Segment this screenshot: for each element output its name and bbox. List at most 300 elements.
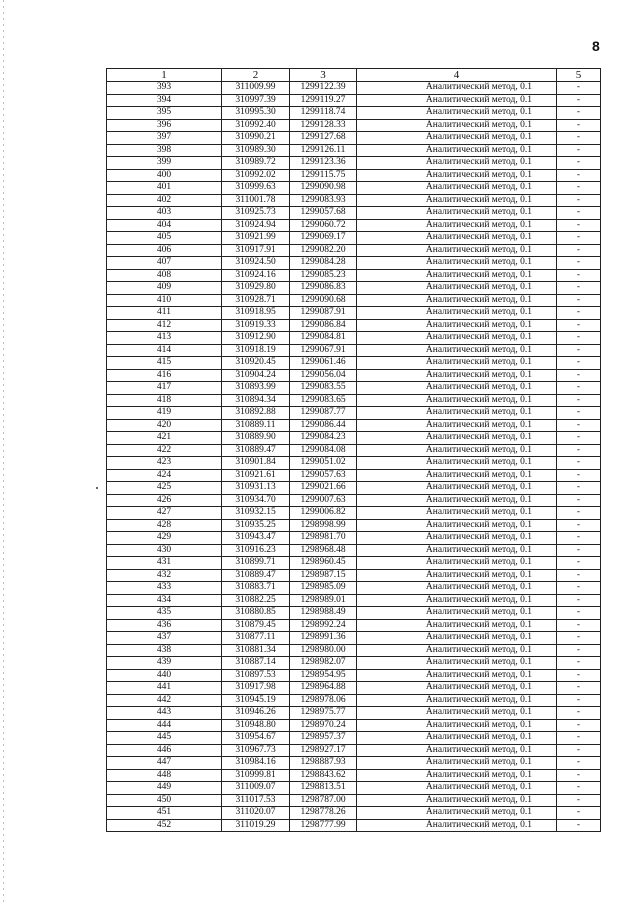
method-cell: Аналитический метод, 0.1: [357, 219, 557, 232]
description-cell: -: [557, 319, 601, 332]
x-coordinate-cell: 310889.47: [222, 569, 290, 582]
y-coordinate-cell: 1299082.20: [290, 244, 357, 257]
description-cell: -: [557, 82, 601, 95]
description-cell: -: [557, 144, 601, 157]
point-number-cell: 435: [107, 607, 222, 620]
point-number-cell: 408: [107, 269, 222, 282]
description-cell: -: [557, 357, 601, 370]
method-cell: Аналитический метод, 0.1: [357, 494, 557, 507]
table-row: [107, 732, 601, 745]
y-coordinate-cell: 1298964.88: [290, 682, 357, 695]
description-cell: -: [557, 169, 601, 182]
description-cell: -: [557, 657, 601, 670]
method-cell: Аналитический метод, 0.1: [357, 207, 557, 220]
table-row: [107, 382, 601, 395]
method-cell: Аналитический метод, 0.1: [357, 132, 557, 145]
description-cell: -: [557, 457, 601, 470]
table-row: [107, 282, 601, 295]
method-cell: Аналитический метод, 0.1: [357, 744, 557, 757]
x-coordinate-cell: 310879.45: [222, 619, 290, 632]
method-cell: Аналитический метод, 0.1: [357, 619, 557, 632]
header-y-coordinate: 3: [290, 69, 357, 82]
table-row: [107, 607, 601, 620]
x-coordinate-cell: 310889.11: [222, 419, 290, 432]
point-number-cell: 414: [107, 344, 222, 357]
method-cell: Аналитический метод, 0.1: [357, 819, 557, 832]
table-row: [107, 544, 601, 557]
table-row: [107, 407, 601, 420]
x-coordinate-cell: 310919.33: [222, 319, 290, 332]
x-coordinate-cell: 310880.85: [222, 607, 290, 620]
table-row: [107, 232, 601, 245]
table-row: [107, 94, 601, 107]
point-number-cell: 433: [107, 582, 222, 595]
description-cell: -: [557, 119, 601, 132]
y-coordinate-cell: 1298985.09: [290, 582, 357, 595]
point-number-cell: 426: [107, 494, 222, 507]
table-body: [107, 82, 601, 832]
table-row: [107, 419, 601, 432]
description-cell: -: [557, 757, 601, 770]
x-coordinate-cell: 310989.30: [222, 144, 290, 157]
method-cell: Аналитический метод, 0.1: [357, 757, 557, 770]
x-coordinate-cell: 310929.80: [222, 282, 290, 295]
y-coordinate-cell: 1299123.36: [290, 157, 357, 170]
point-number-cell: 410: [107, 294, 222, 307]
y-coordinate-cell: 1299087.91: [290, 307, 357, 320]
x-coordinate-cell: 310901.84: [222, 457, 290, 470]
y-coordinate-cell: 1298887.93: [290, 757, 357, 770]
description-cell: -: [557, 682, 601, 695]
description-cell: -: [557, 257, 601, 270]
point-number-cell: 420: [107, 419, 222, 432]
description-cell: -: [557, 569, 601, 582]
x-coordinate-cell: 311020.07: [222, 807, 290, 820]
table-row: [107, 269, 601, 282]
method-cell: Аналитический метод, 0.1: [357, 607, 557, 620]
point-number-cell: 397: [107, 132, 222, 145]
description-cell: -: [557, 382, 601, 395]
method-cell: Аналитический метод, 0.1: [357, 657, 557, 670]
description-cell: -: [557, 632, 601, 645]
method-cell: Аналитический метод, 0.1: [357, 594, 557, 607]
description-cell: -: [557, 507, 601, 520]
method-cell: Аналитический метод, 0.1: [357, 94, 557, 107]
method-cell: Аналитический метод, 0.1: [357, 107, 557, 120]
x-coordinate-cell: 310883.71: [222, 582, 290, 595]
method-cell: Аналитический метод, 0.1: [357, 682, 557, 695]
method-cell: Аналитический метод, 0.1: [357, 307, 557, 320]
table-row: [107, 569, 601, 582]
table-row: [107, 182, 601, 195]
description-cell: -: [557, 194, 601, 207]
table-row: [107, 107, 601, 120]
x-coordinate-cell: 310984.16: [222, 757, 290, 770]
description-cell: -: [557, 469, 601, 482]
x-coordinate-cell: 310918.19: [222, 344, 290, 357]
method-cell: Аналитический метод, 0.1: [357, 569, 557, 582]
y-coordinate-cell: 1299083.55: [290, 382, 357, 395]
x-coordinate-cell: 310935.25: [222, 519, 290, 532]
point-number-cell: 446: [107, 744, 222, 757]
table-row: [107, 194, 601, 207]
x-coordinate-cell: 311017.53: [222, 794, 290, 807]
scan-edge-artifact: [3, 0, 4, 905]
x-coordinate-cell: 310917.98: [222, 682, 290, 695]
point-number-cell: 403: [107, 207, 222, 220]
point-number-cell: 417: [107, 382, 222, 395]
x-coordinate-cell: 310877.11: [222, 632, 290, 645]
y-coordinate-cell: 1298787.00: [290, 794, 357, 807]
x-coordinate-cell: 310887.14: [222, 657, 290, 670]
description-cell: -: [557, 432, 601, 445]
description-cell: -: [557, 694, 601, 707]
point-number-cell: 441: [107, 682, 222, 695]
table-row: [107, 344, 601, 357]
y-coordinate-cell: 1299122.39: [290, 82, 357, 95]
description-cell: -: [557, 282, 601, 295]
x-coordinate-cell: 310967.73: [222, 744, 290, 757]
x-coordinate-cell: 310992.02: [222, 169, 290, 182]
table-row: [107, 432, 601, 445]
description-cell: -: [557, 207, 601, 220]
x-coordinate-cell: 310921.61: [222, 469, 290, 482]
method-cell: Аналитический метод, 0.1: [357, 407, 557, 420]
point-number-cell: 444: [107, 719, 222, 732]
point-number-cell: 424: [107, 469, 222, 482]
method-cell: Аналитический метод, 0.1: [357, 519, 557, 532]
description-cell: -: [557, 782, 601, 795]
x-coordinate-cell: 310889.90: [222, 432, 290, 445]
y-coordinate-cell: 1299127.68: [290, 132, 357, 145]
y-coordinate-cell: 1298813.51: [290, 782, 357, 795]
x-coordinate-cell: 310917.91: [222, 244, 290, 257]
description-cell: -: [557, 732, 601, 745]
table-row: [107, 319, 601, 332]
y-coordinate-cell: 1299087.77: [290, 407, 357, 420]
table-row: [107, 357, 601, 370]
header-point-number: 1: [107, 69, 222, 82]
point-number-cell: 401: [107, 182, 222, 195]
description-cell: -: [557, 419, 601, 432]
method-cell: Аналитический метод, 0.1: [357, 282, 557, 295]
description-cell: -: [557, 557, 601, 570]
point-number-cell: 409: [107, 282, 222, 295]
x-coordinate-cell: 310945.19: [222, 694, 290, 707]
point-number-cell: 423: [107, 457, 222, 470]
x-coordinate-cell: 310882.25: [222, 594, 290, 607]
x-coordinate-cell: 310999.63: [222, 182, 290, 195]
description-cell: -: [557, 444, 601, 457]
point-number-cell: 452: [107, 819, 222, 832]
description-cell: -: [557, 269, 601, 282]
point-number-cell: 431: [107, 557, 222, 570]
point-number-cell: 412: [107, 319, 222, 332]
description-cell: -: [557, 182, 601, 195]
method-cell: Аналитический метод, 0.1: [357, 694, 557, 707]
table-row: [107, 457, 601, 470]
method-cell: Аналитический метод, 0.1: [357, 257, 557, 270]
description-cell: -: [557, 294, 601, 307]
x-coordinate-cell: 311009.07: [222, 782, 290, 795]
y-coordinate-cell: 1298954.95: [290, 669, 357, 682]
point-number-cell: 439: [107, 657, 222, 670]
point-number-cell: 430: [107, 544, 222, 557]
point-number-cell: 404: [107, 219, 222, 232]
y-coordinate-cell: 1298970.24: [290, 719, 357, 732]
method-cell: Аналитический метод, 0.1: [357, 232, 557, 245]
point-number-cell: 442: [107, 694, 222, 707]
point-number-cell: 393: [107, 82, 222, 95]
x-coordinate-cell: 310931.13: [222, 482, 290, 495]
x-coordinate-cell: 310893.99: [222, 382, 290, 395]
table-row: [107, 782, 601, 795]
point-number-cell: 434: [107, 594, 222, 607]
table-row: [107, 132, 601, 145]
table-row: [107, 557, 601, 570]
point-number-cell: 399: [107, 157, 222, 170]
y-coordinate-cell: 1298927.17: [290, 744, 357, 757]
table-row: [107, 507, 601, 520]
point-number-cell: 449: [107, 782, 222, 795]
x-coordinate-cell: 310989.72: [222, 157, 290, 170]
description-cell: -: [557, 807, 601, 820]
description-cell: -: [557, 619, 601, 632]
coordinates-table-container: [106, 68, 601, 832]
y-coordinate-cell: 1298975.77: [290, 707, 357, 720]
y-coordinate-cell: 1298777.99: [290, 819, 357, 832]
method-cell: Аналитический метод, 0.1: [357, 482, 557, 495]
table-row: [107, 807, 601, 820]
method-cell: Аналитический метод, 0.1: [357, 807, 557, 820]
method-cell: Аналитический метод, 0.1: [357, 557, 557, 570]
method-cell: Аналитический метод, 0.1: [357, 394, 557, 407]
x-coordinate-cell: 310928.71: [222, 294, 290, 307]
y-coordinate-cell: 1299069.17: [290, 232, 357, 245]
method-cell: Аналитический метод, 0.1: [357, 782, 557, 795]
table-row: [107, 744, 601, 757]
y-coordinate-cell: 1299057.63: [290, 469, 357, 482]
point-number-cell: 395: [107, 107, 222, 120]
table-row: [107, 257, 601, 270]
description-cell: -: [557, 744, 601, 757]
description-cell: -: [557, 644, 601, 657]
x-coordinate-cell: 310924.16: [222, 269, 290, 282]
x-coordinate-cell: 310918.95: [222, 307, 290, 320]
table-row: [107, 394, 601, 407]
x-coordinate-cell: 310921.99: [222, 232, 290, 245]
point-number-cell: 436: [107, 619, 222, 632]
point-number-cell: 419: [107, 407, 222, 420]
x-coordinate-cell: 310999.81: [222, 769, 290, 782]
point-number-cell: 440: [107, 669, 222, 682]
table-row: [107, 219, 601, 232]
page-number: 8: [592, 38, 600, 54]
x-coordinate-cell: 310946.26: [222, 707, 290, 720]
point-number-cell: 405: [107, 232, 222, 245]
point-number-cell: 413: [107, 332, 222, 345]
description-cell: -: [557, 232, 601, 245]
table-row: [107, 119, 601, 132]
x-coordinate-cell: 311009.99: [222, 82, 290, 95]
point-number-cell: 421: [107, 432, 222, 445]
description-cell: -: [557, 244, 601, 257]
y-coordinate-cell: 1299060.72: [290, 219, 357, 232]
description-cell: -: [557, 157, 601, 170]
x-coordinate-cell: 310954.67: [222, 732, 290, 745]
y-coordinate-cell: 1298843.62: [290, 769, 357, 782]
table-row: [107, 332, 601, 345]
y-coordinate-cell: 1299056.04: [290, 369, 357, 382]
point-number-cell: 398: [107, 144, 222, 157]
y-coordinate-cell: 1299051.02: [290, 457, 357, 470]
table-row: [107, 657, 601, 670]
description-cell: -: [557, 532, 601, 545]
y-coordinate-cell: 1298989.01: [290, 594, 357, 607]
x-coordinate-cell: 311019.29: [222, 819, 290, 832]
table-row: [107, 482, 601, 495]
table-row: [107, 532, 601, 545]
y-coordinate-cell: 1299083.93: [290, 194, 357, 207]
x-coordinate-cell: 310916.23: [222, 544, 290, 557]
method-cell: Аналитический метод, 0.1: [357, 369, 557, 382]
x-coordinate-cell: 310924.94: [222, 219, 290, 232]
table-row: [107, 207, 601, 220]
x-coordinate-cell: 310997.39: [222, 94, 290, 107]
table-row: [107, 82, 601, 95]
point-number-cell: 447: [107, 757, 222, 770]
description-cell: -: [557, 707, 601, 720]
table-row: [107, 444, 601, 457]
method-cell: Аналитический метод, 0.1: [357, 119, 557, 132]
table-row: [107, 169, 601, 182]
description-cell: -: [557, 669, 601, 682]
method-cell: Аналитический метод, 0.1: [357, 144, 557, 157]
description-cell: -: [557, 482, 601, 495]
method-cell: Аналитический метод, 0.1: [357, 707, 557, 720]
x-coordinate-cell: 310897.53: [222, 669, 290, 682]
y-coordinate-cell: 1299126.11: [290, 144, 357, 157]
y-coordinate-cell: 1299086.83: [290, 282, 357, 295]
point-number-cell: 427: [107, 507, 222, 520]
method-cell: Аналитический метод, 0.1: [357, 157, 557, 170]
y-coordinate-cell: 1299061.46: [290, 357, 357, 370]
point-number-cell: 407: [107, 257, 222, 270]
method-cell: Аналитический метод, 0.1: [357, 644, 557, 657]
description-cell: -: [557, 332, 601, 345]
y-coordinate-cell: 1298978.06: [290, 694, 357, 707]
description-cell: -: [557, 394, 601, 407]
point-number-cell: 443: [107, 707, 222, 720]
table-row: [107, 619, 601, 632]
table-row: [107, 469, 601, 482]
scan-dot-artifact: [96, 487, 98, 489]
table-row: [107, 144, 601, 157]
y-coordinate-cell: 1299084.08: [290, 444, 357, 457]
point-number-cell: 400: [107, 169, 222, 182]
x-coordinate-cell: 310904.24: [222, 369, 290, 382]
y-coordinate-cell: 1299090.98: [290, 182, 357, 195]
method-cell: Аналитический метод, 0.1: [357, 732, 557, 745]
table-row: [107, 307, 601, 320]
table-row: [107, 819, 601, 832]
description-cell: -: [557, 607, 601, 620]
description-cell: -: [557, 719, 601, 732]
point-number-cell: 450: [107, 794, 222, 807]
method-cell: Аналитический метод, 0.1: [357, 419, 557, 432]
y-coordinate-cell: 1299006.82: [290, 507, 357, 520]
method-cell: Аналитический метод, 0.1: [357, 269, 557, 282]
x-coordinate-cell: 310948.80: [222, 719, 290, 732]
method-cell: Аналитический метод, 0.1: [357, 469, 557, 482]
point-number-cell: 402: [107, 194, 222, 207]
table-row: [107, 494, 601, 507]
point-number-cell: 406: [107, 244, 222, 257]
point-number-cell: 396: [107, 119, 222, 132]
y-coordinate-cell: 1298982.07: [290, 657, 357, 670]
y-coordinate-cell: 1298988.49: [290, 607, 357, 620]
method-cell: Аналитический метод, 0.1: [357, 182, 557, 195]
method-cell: Аналитический метод, 0.1: [357, 769, 557, 782]
method-cell: Аналитический метод, 0.1: [357, 169, 557, 182]
header-method: 4: [357, 69, 557, 82]
table-row: [107, 582, 601, 595]
x-coordinate-cell: 310920.45: [222, 357, 290, 370]
y-coordinate-cell: 1298980.00: [290, 644, 357, 657]
description-cell: -: [557, 94, 601, 107]
method-cell: Аналитический метод, 0.1: [357, 294, 557, 307]
table-row: [107, 707, 601, 720]
y-coordinate-cell: 1299118.74: [290, 107, 357, 120]
table-row: [107, 757, 601, 770]
point-number-cell: 429: [107, 532, 222, 545]
method-cell: Аналитический метод, 0.1: [357, 82, 557, 95]
table-row: [107, 244, 601, 257]
table-row: [107, 694, 601, 707]
table-row: [107, 769, 601, 782]
x-coordinate-cell: 310992.40: [222, 119, 290, 132]
y-coordinate-cell: 1299084.23: [290, 432, 357, 445]
table-row: [107, 719, 601, 732]
y-coordinate-cell: 1299086.44: [290, 419, 357, 432]
header-row: [107, 69, 601, 82]
table-row: [107, 669, 601, 682]
header-x-coordinate: 2: [222, 69, 290, 82]
method-cell: Аналитический метод, 0.1: [357, 632, 557, 645]
point-number-cell: 415: [107, 357, 222, 370]
method-cell: Аналитический метод, 0.1: [357, 532, 557, 545]
point-number-cell: 432: [107, 569, 222, 582]
x-coordinate-cell: 310899.71: [222, 557, 290, 570]
description-cell: -: [557, 369, 601, 382]
y-coordinate-cell: 1298991.36: [290, 632, 357, 645]
description-cell: -: [557, 582, 601, 595]
x-coordinate-cell: 310932.15: [222, 507, 290, 520]
x-coordinate-cell: 310912.90: [222, 332, 290, 345]
description-cell: -: [557, 344, 601, 357]
table-row: [107, 682, 601, 695]
y-coordinate-cell: 1299084.28: [290, 257, 357, 270]
y-coordinate-cell: 1298968.48: [290, 544, 357, 557]
table-row: [107, 594, 601, 607]
point-number-cell: 437: [107, 632, 222, 645]
method-cell: Аналитический метод, 0.1: [357, 194, 557, 207]
description-cell: -: [557, 407, 601, 420]
x-coordinate-cell: 310894.34: [222, 394, 290, 407]
method-cell: Аналитический метод, 0.1: [357, 507, 557, 520]
description-cell: -: [557, 132, 601, 145]
coordinates-table: [106, 68, 601, 832]
